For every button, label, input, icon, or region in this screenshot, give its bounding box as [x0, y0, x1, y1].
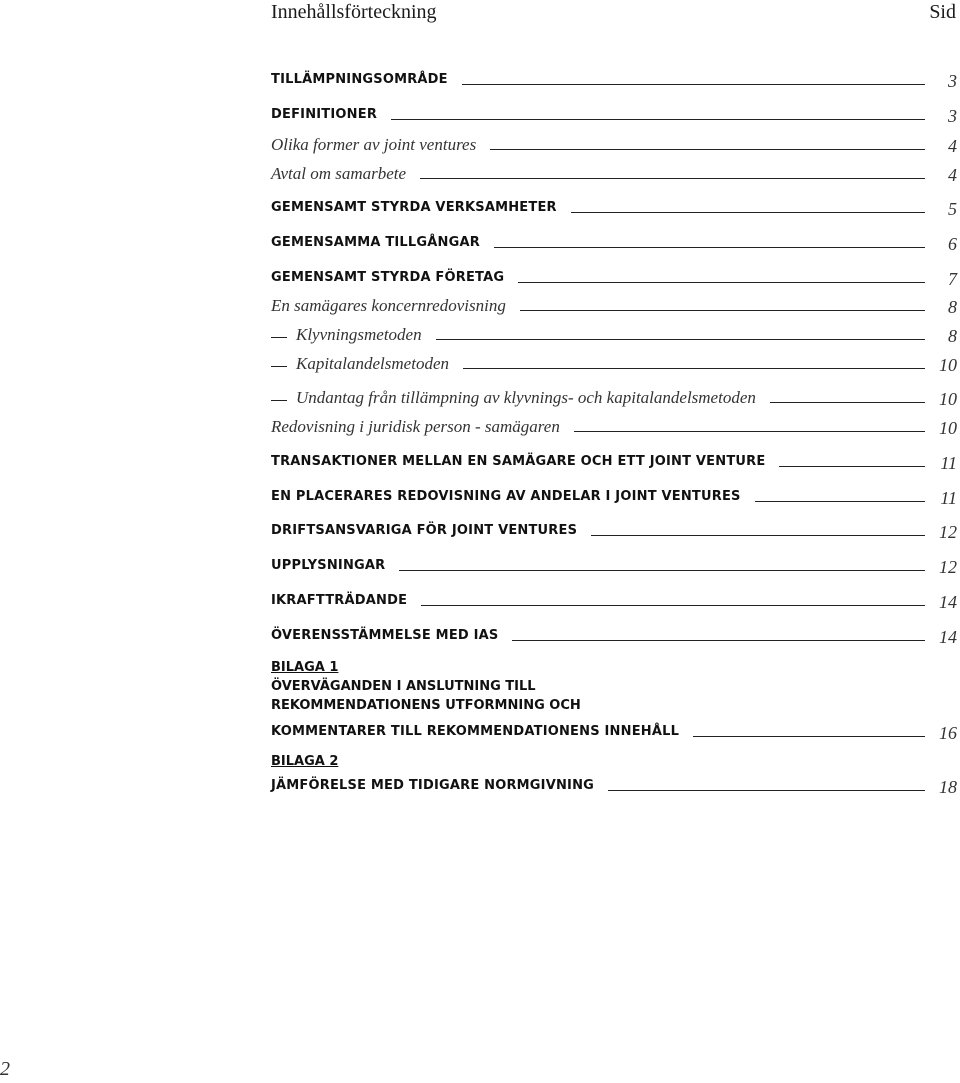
toc-leader-line: [779, 466, 925, 467]
dash-icon: [271, 337, 287, 338]
toc-entry-label: Undantag från tillämpning av klyvnings- och kapitalandelsmetoden: [296, 388, 756, 407]
toc-leader-line: [770, 402, 925, 403]
toc-entry[interactable]: [271, 552, 957, 576]
toc-entry-label: GEMENSAMT STYRDA VERKSAMHETER: [271, 200, 557, 215]
toc-leader-line: [755, 501, 925, 502]
toc-entry-label: JÄMFÖRELSE MED TIDIGARE NORMGIVNING: [271, 778, 595, 793]
toc-entry[interactable]: [271, 384, 957, 408]
toc-entry-page: 11: [940, 453, 957, 473]
toc-entry-label: DEFINITIONER: [271, 107, 378, 122]
toc-entry-page: 8: [948, 326, 957, 346]
toc-entry-page: 16: [939, 723, 957, 743]
toc-leader-line: [571, 212, 925, 213]
toc-entry-page: 12: [939, 557, 957, 577]
page-header: [271, 0, 960, 26]
toc-leader-line: [490, 149, 925, 150]
toc-entry-page: 4: [948, 165, 957, 185]
toc-entry-label: UPPLYSNINGAR: [271, 558, 386, 573]
toc-entry-label: Olika former av joint ventures: [271, 135, 477, 154]
toc-entry[interactable]: [271, 229, 957, 253]
toc-leader-line: [574, 431, 925, 432]
dash-icon: [271, 366, 287, 367]
toc-entry-label: Redovisning i juridisk person - samägaren: [271, 417, 560, 436]
toc-entry-page: 6: [948, 234, 957, 254]
toc-leader-line: [399, 570, 925, 571]
toc-entry[interactable]: [271, 350, 957, 374]
toc-entry[interactable]: [271, 160, 957, 184]
toc-entry-label: EN PLACERARES REDOVISNING AV ANDELAR I JOINT VENTURES: [271, 489, 741, 504]
toc-leader-line: [693, 736, 925, 737]
toc-entry-page: 3: [948, 106, 957, 126]
toc-entry-label: Kapitalandelsmetoden: [296, 354, 449, 373]
toc-entry-page: 5: [948, 199, 957, 219]
appendix-1-title-line: ÖVERVÄGANDEN I ANSLUTNING TILL: [271, 679, 536, 694]
toc-entry-label: Klyvningsmetoden: [296, 325, 422, 344]
toc-entry-page: 14: [939, 592, 957, 612]
toc-leader-line: [608, 790, 925, 791]
toc-entry[interactable]: [271, 718, 957, 742]
toc-entry[interactable]: [271, 194, 957, 218]
toc-entry[interactable]: [271, 101, 957, 125]
appendix-1: [271, 658, 957, 715]
toc-entry-page: 3: [948, 71, 957, 91]
toc-leader-line: [512, 640, 925, 641]
toc-entry-page: 10: [939, 418, 957, 438]
toc-entry-label: KOMMENTARER TILL REKOMMENDATIONENS INNEHÅLL: [271, 724, 680, 739]
toc-entry-label: GEMENSAMT STYRDA FÖRETAG: [271, 270, 505, 285]
toc-entry-label: DRIFTSANSVARIGA FÖR JOINT VENTURES: [271, 523, 578, 538]
toc-leader-line: [391, 119, 925, 120]
toc-entry[interactable]: [271, 622, 957, 646]
toc-entry[interactable]: [271, 587, 957, 611]
toc-leader-line: [462, 84, 925, 85]
toc-entry[interactable]: [271, 772, 957, 796]
toc-entry-page: 10: [939, 355, 957, 375]
toc-entry[interactable]: [271, 483, 957, 507]
toc-entry[interactable]: [271, 264, 957, 288]
toc-entry-page: 4: [948, 136, 957, 156]
toc-entry-page: 7: [948, 269, 957, 289]
toc-entry-page: 18: [939, 777, 957, 797]
toc-entry-page: 8: [948, 297, 957, 317]
toc-entry-label: IKRAFTTRÄDANDE: [271, 593, 408, 608]
toc-entry[interactable]: [271, 292, 957, 316]
appendix-2-heading: BILAGA 2: [271, 754, 339, 769]
page-number: 2: [0, 1058, 10, 1080]
toc-entry[interactable]: [271, 413, 957, 437]
page-column-heading: Sid: [929, 1, 956, 23]
toc-entry[interactable]: [271, 448, 957, 472]
toc-leader-line: [520, 310, 925, 311]
toc-entry[interactable]: [271, 66, 957, 90]
toc-entry-page: 12: [939, 522, 957, 542]
toc-entry-label: GEMENSAMMA TILLGÅNGAR: [271, 235, 480, 250]
toc-entry-label: En samägares koncernredovisning: [271, 296, 506, 315]
dash-icon: [271, 400, 287, 401]
toc-entry-label: TRANSAKTIONER MELLAN EN SAMÄGARE OCH ETT JOINT VENTURE: [271, 454, 766, 469]
toc-leader-line: [494, 247, 925, 248]
toc-entry[interactable]: [271, 517, 957, 541]
toc-leader-line: [463, 368, 925, 369]
appendix-2: [271, 752, 957, 771]
toc-leader-line: [518, 282, 925, 283]
appendix-1-title-line: REKOMMENDATIONENS UTFORMNING OCH: [271, 698, 581, 713]
toc-entry-page: 10: [939, 389, 957, 409]
toc-entry-label: TILLÄMPNINGSOMRÅDE: [271, 72, 448, 87]
toc-entry-page: 14: [939, 627, 957, 647]
appendix-1-heading: BILAGA 1: [271, 660, 339, 675]
toc-leader-line: [591, 535, 925, 536]
toc-leader-line: [436, 339, 925, 340]
toc-entry-label: Avtal om samarbete: [271, 164, 407, 183]
toc-leader-line: [420, 178, 925, 179]
toc-entry[interactable]: [271, 131, 957, 155]
toc-leader-line: [421, 605, 925, 606]
toc-entry-page: 11: [940, 488, 957, 508]
page-title: Innehållsförteckning: [271, 1, 437, 23]
toc-entry-label: ÖVERENSSTÄMMELSE MED IAS: [271, 628, 499, 643]
toc-entry[interactable]: [271, 321, 957, 345]
